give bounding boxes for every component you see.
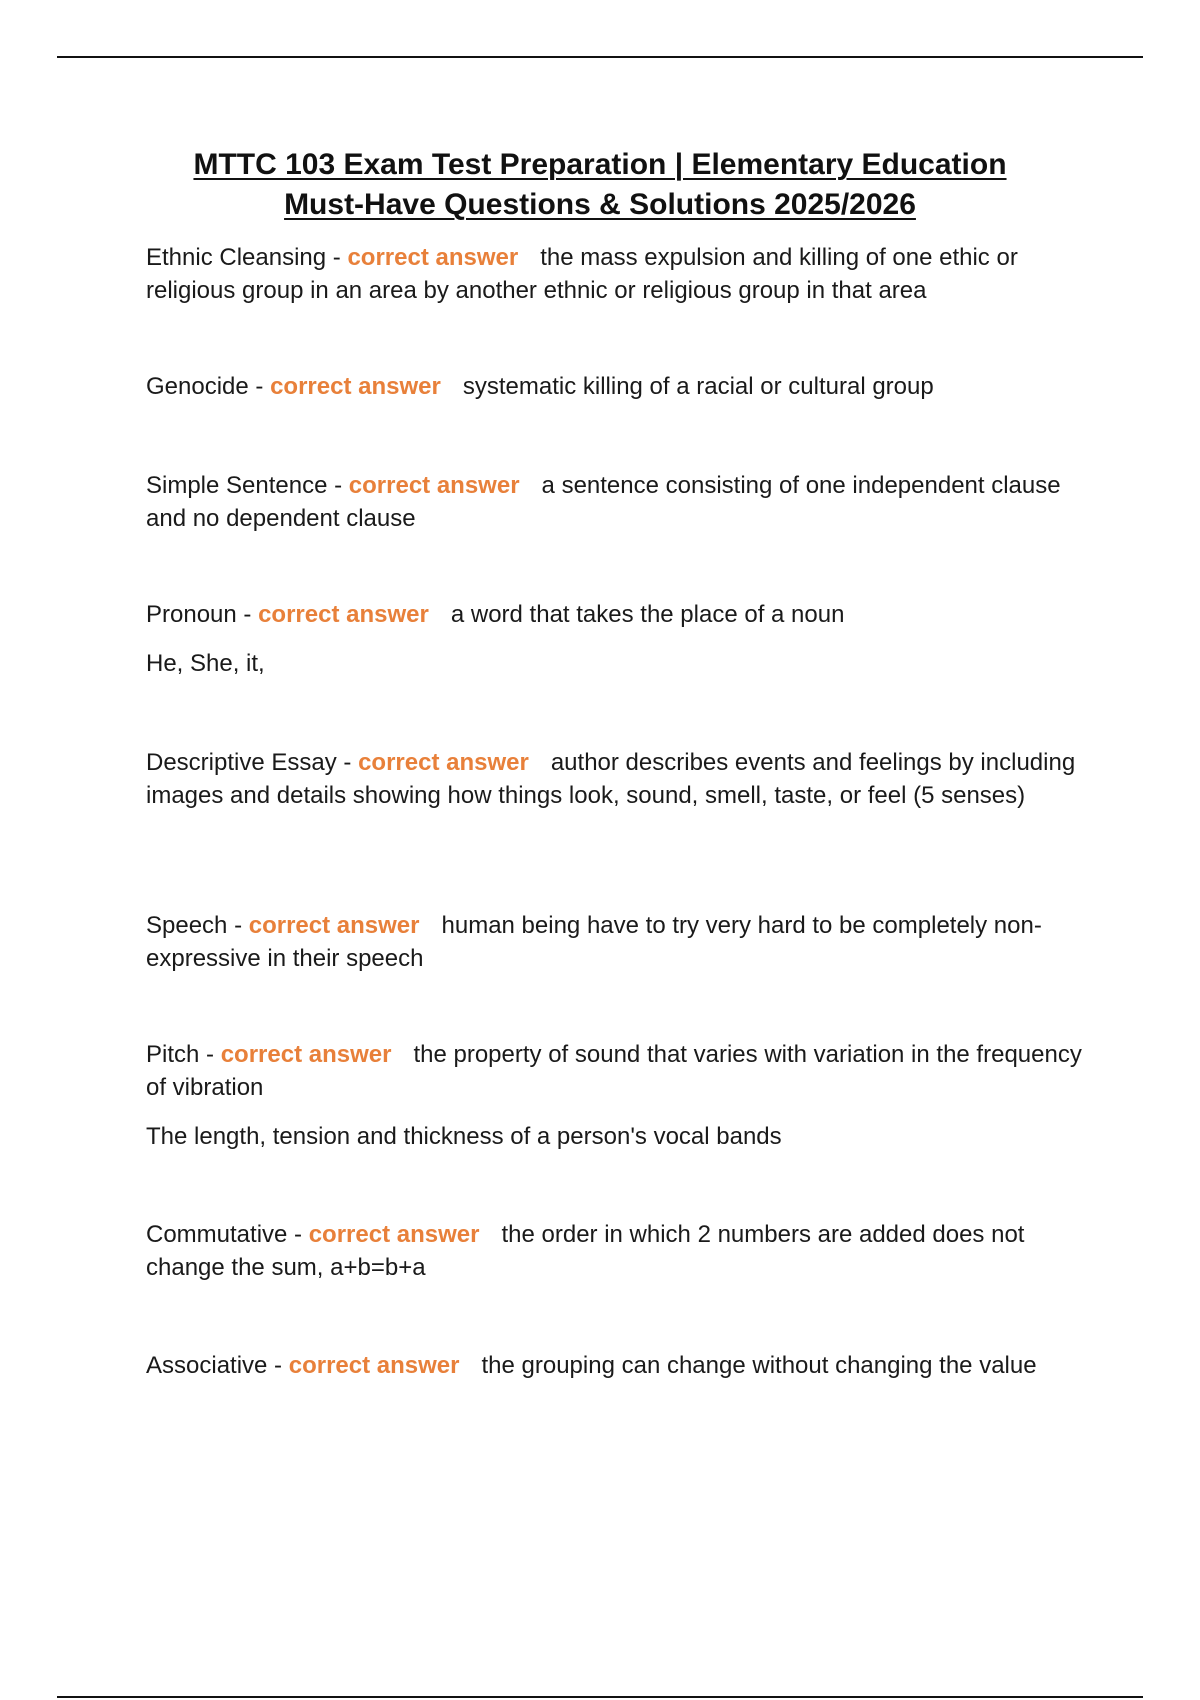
entry-pronoun [146,599,1096,632]
entry-definition: the order in which 2 numbers are added does not change the sum, a+b=b+a [146,1221,1025,1281]
entry-pitch [146,1039,1096,1104]
answer-label: correct answer [288,1352,460,1379]
entry-note: He, She, it, [146,650,265,677]
title-line-1: MTTC 103 Exam Test Preparation | Elementary Education [193,148,1007,181]
title-line-2: Must-Have Questions & Solutions 2025/2026 [284,188,916,221]
entry-term: Descriptive Essay - [146,749,359,776]
entry-term: Genocide - [146,373,271,400]
answer-label: correct answer [347,244,519,271]
entry-definition: author describes events and feelings by including images and details showing how things look, sound, smell, taste, or feel (5 senses) [146,749,1076,809]
header-rule [57,56,1143,58]
entry-speech [146,910,1096,975]
entry-simple-sentence [146,470,1096,535]
footer-rule [57,1696,1143,1698]
entry-term: Associative - [146,1352,289,1379]
entry-term: Pronoun - [146,601,259,628]
answer-label: correct answer [348,472,520,499]
answer-label: correct answer [308,1221,480,1248]
entry-descriptive-essay [146,747,1096,812]
answer-label: correct answer [270,373,441,400]
entry-term: Pitch - [146,1041,221,1068]
entry-term: Speech - [146,912,249,939]
entry-definition: the grouping can change without changing the value [481,1352,1037,1379]
entry-ethnic-cleansing [146,242,1096,307]
entry-definition: a sentence consisting of one independent clause and no dependent clause [146,472,1061,532]
entry-commutative [146,1219,1096,1284]
answer-label: correct answer [248,912,420,939]
entry-definition: a word that takes the place of a noun [450,601,845,628]
answer-label: correct answer [220,1041,392,1068]
entry-definition: systematic killing of a racial or cultural group [462,373,934,400]
entry-term: Simple Sentence - [146,472,349,499]
document-title [100,145,1100,225]
answer-label: correct answer [258,601,429,628]
entry-note: The length, tension and thickness of a person's vocal bands [146,1123,782,1150]
entry-definition: the property of sound that varies with variation in the frequency of vibration [146,1041,1082,1101]
entry-definition: human being have to try very hard to be completely non-expressive in their speech [146,912,1042,972]
entry-genocide [146,371,1096,404]
entry-associative [146,1350,1096,1383]
entry-definition: the mass expulsion and killing of one ethic or religious group in an area by another ethnic or religious group in that area [146,244,1018,304]
entry-term: Ethnic Cleansing - [146,244,348,271]
answer-label: correct answer [358,749,529,776]
entry-term: Commutative - [146,1221,309,1248]
